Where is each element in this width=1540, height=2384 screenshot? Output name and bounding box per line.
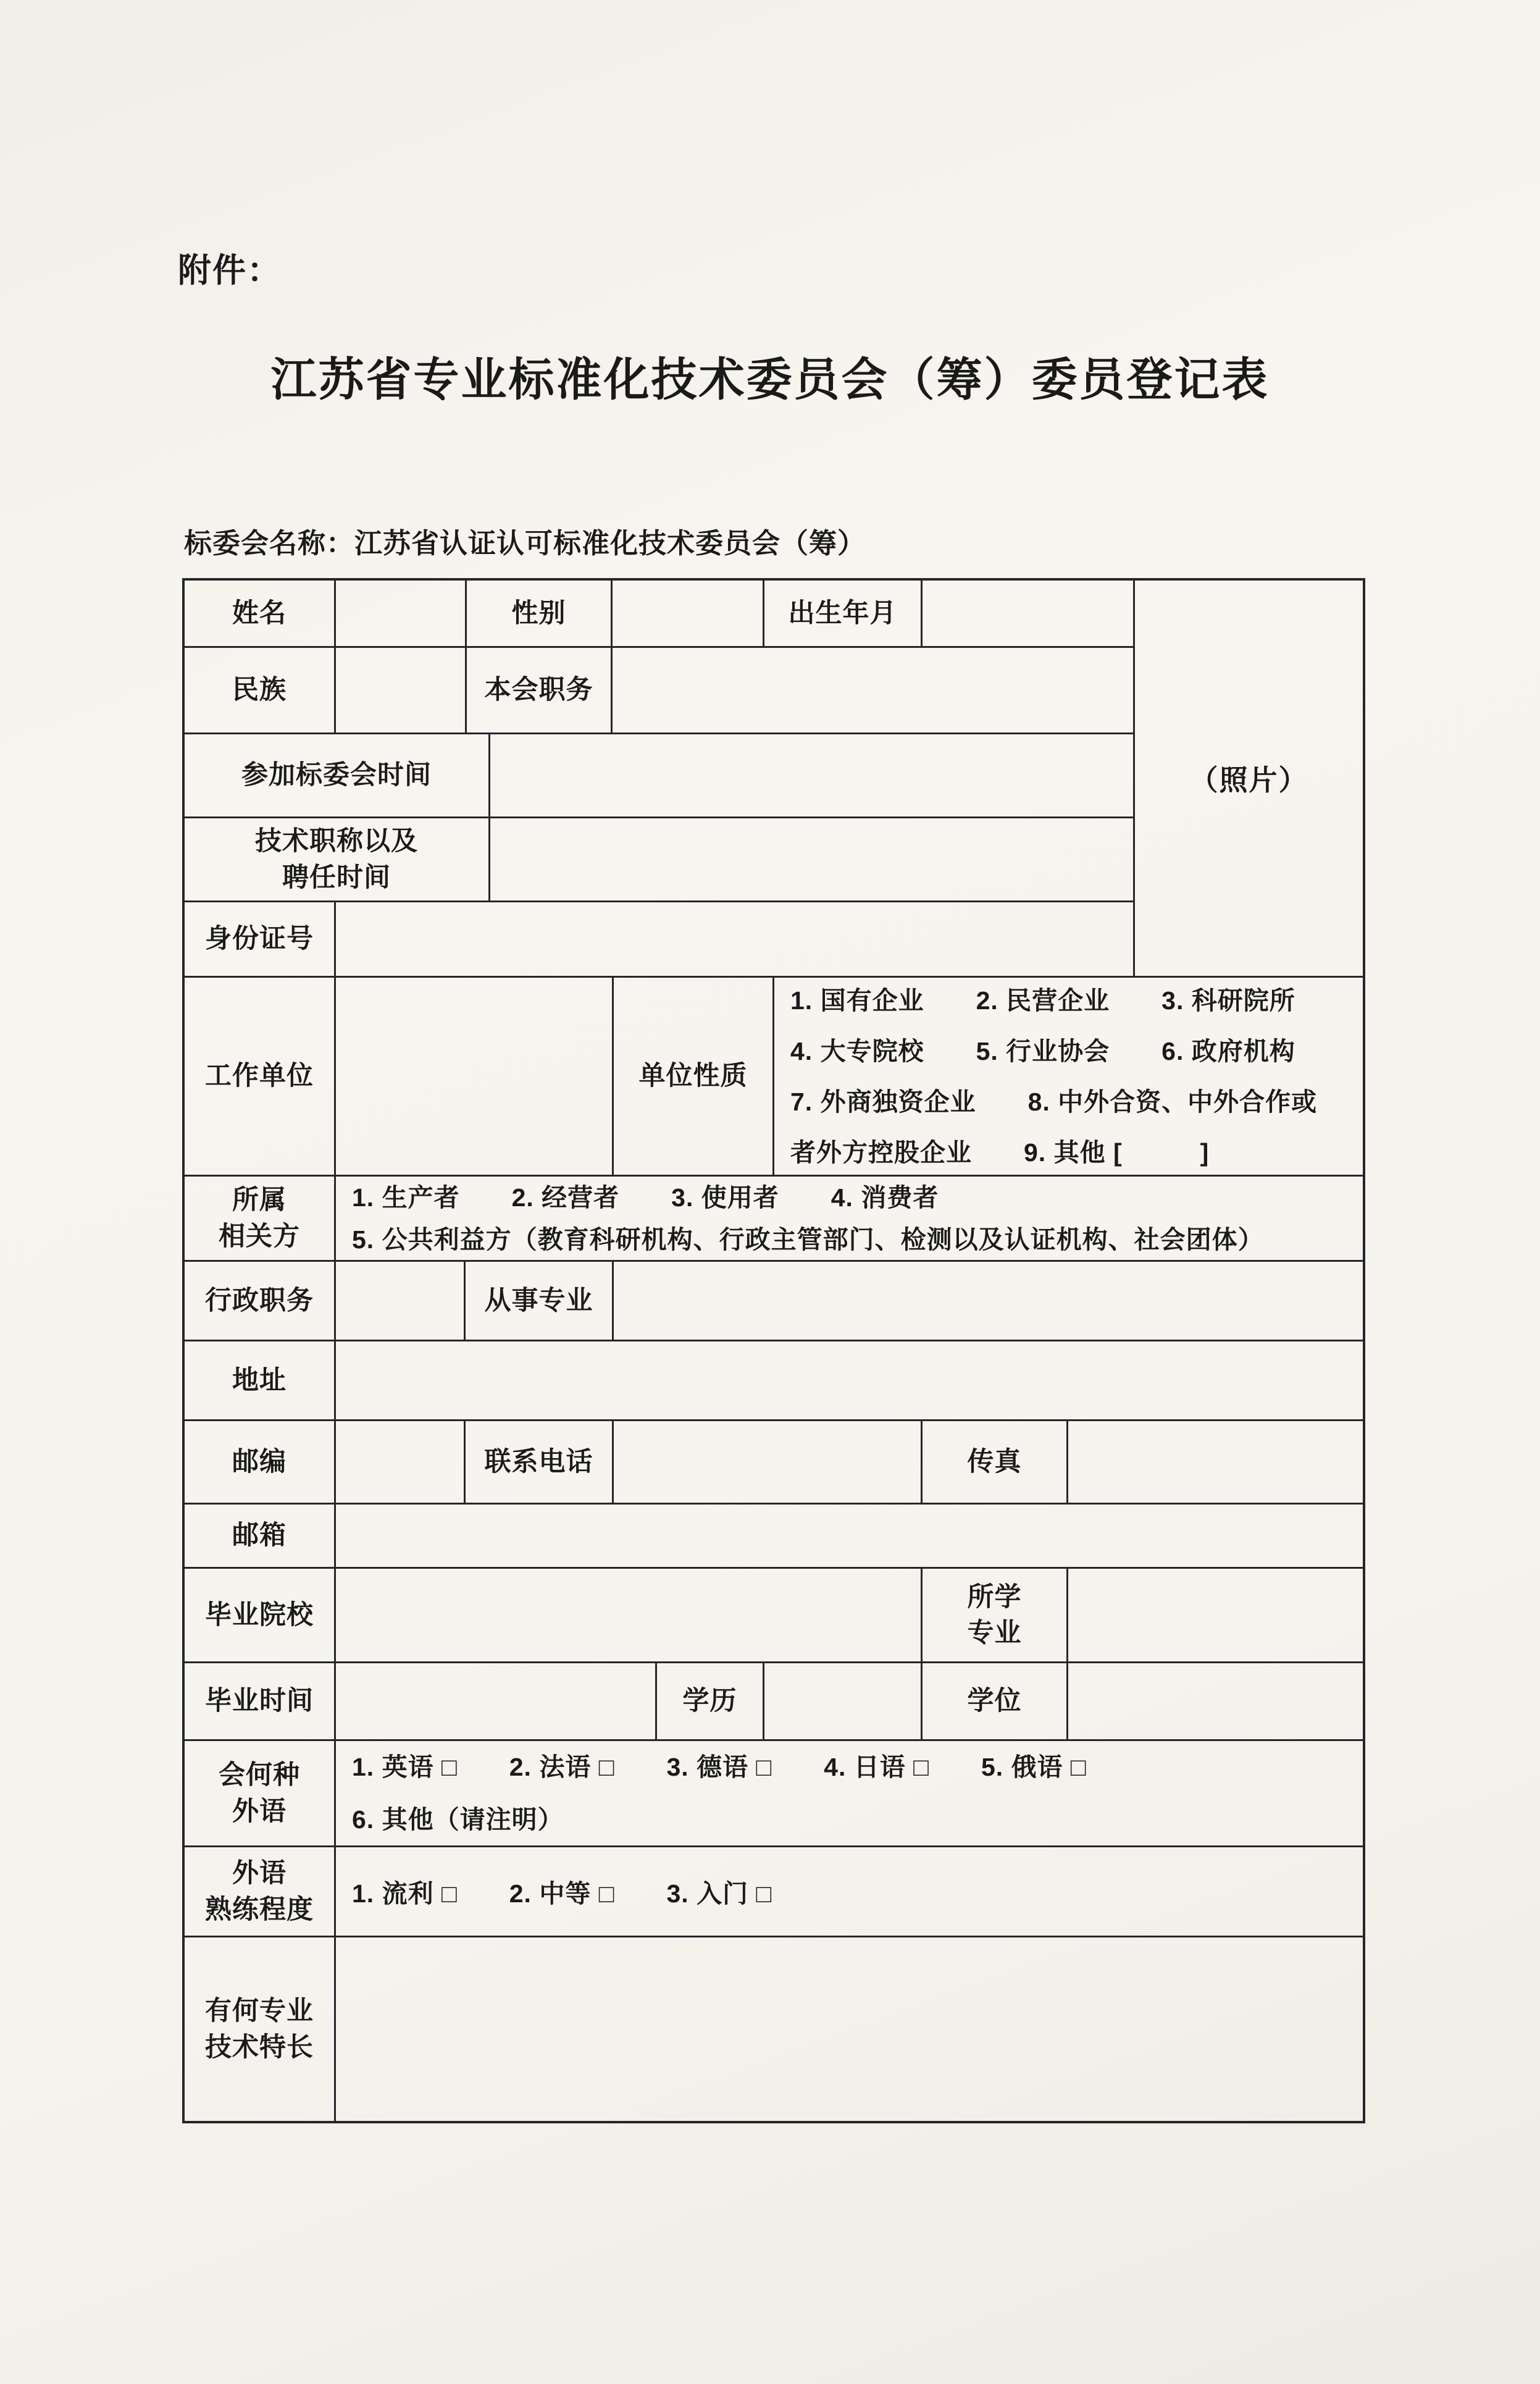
table-row [185,732,1133,816]
unit-nature-options [774,978,1363,1175]
photo-placeholder-cell [1133,581,1363,976]
birth-date-label: 出生年月 [764,581,923,646]
table-row [185,1503,1363,1567]
tech-title-label-line1: 技术职称以及 [255,826,418,857]
fax-value-cell [1068,1421,1363,1503]
join-time-value-cell [490,734,1133,816]
specialty-value-cell [336,1937,1363,2121]
fluency-options-line1: 1. 流利 □ 2. 中等 □ 3. 入门 □ [352,1879,772,1908]
table-row [185,816,1133,900]
fluency-label [185,1847,336,1936]
school-label: 毕业院校 [185,1569,336,1661]
attachment-label: 附件： [178,252,282,289]
stakeholder-label [185,1177,336,1260]
table-row [185,976,1363,1175]
table-row [185,581,1133,646]
major-value-cell [1068,1569,1363,1661]
table-row [185,1260,1363,1340]
tech-title-label-line2: 聘任时间 [282,862,391,892]
unit-nature-options-line1: 1. 国有企业 2. 民营企业 3. 科研院所 [790,986,1295,1015]
fluency-options [336,1847,1363,1936]
stakeholder-options [336,1177,1363,1260]
email-label: 邮箱 [185,1505,336,1567]
postcode-value-cell [336,1421,466,1503]
admin-post-label: 行政职务 [185,1262,336,1340]
id-number-label: 身份证号 [185,902,336,976]
ethnicity-label: 民族 [185,648,336,732]
foreign-language-options [336,1741,1363,1845]
email-value-cell [336,1505,1363,1567]
foreign-language-label-line1: 会何种 [219,1760,300,1790]
table-row [185,1845,1363,1936]
table-row [185,1936,1363,2121]
degree-value-cell [1068,1663,1363,1739]
table-row [185,1661,1363,1739]
address-label: 地址 [185,1341,336,1419]
major-label-line1: 所学 [967,1582,1022,1612]
birth-date-value-cell [923,581,1133,646]
unit-nature-label: 单位性质 [614,978,774,1175]
specialty-label-line1: 有何专业 [205,1996,314,2026]
education-label: 学历 [657,1663,764,1739]
unit-nature-options-line2: 4. 大专院校 5. 行业协会 6. 政府机构 [790,1036,1295,1065]
fluency-label-line2: 熟练程度 [205,1894,314,1924]
tech-title-label [185,818,490,900]
work-unit-value-cell [336,978,614,1175]
page-title: 江苏省专业标准化技术委员会（筹）委员登记表 [270,354,1270,405]
committee-name-line [184,521,866,561]
fluency-label-line1: 外语 [232,1858,287,1889]
education-value-cell [764,1663,923,1739]
grad-time-label: 毕业时间 [185,1663,336,1739]
admin-post-value-cell [336,1262,466,1340]
id-number-value-cell [336,902,1133,976]
foreign-language-label-line2: 外语 [232,1796,287,1826]
table-row [185,1739,1363,1845]
tech-title-value-cell [490,818,1133,900]
name-value-cell [336,581,467,646]
work-unit-label: 工作单位 [185,978,336,1175]
phone-label: 联系电话 [466,1421,614,1503]
committee-name-label: 标委会名称： [184,527,355,559]
postcode-label: 邮编 [185,1421,336,1503]
foreign-language-options-line2: 6. 其他（请注明） [352,1805,564,1834]
stakeholder-label-line2: 相关方 [219,1221,300,1251]
major-label-line2: 专业 [967,1618,1022,1648]
foreign-language-label [185,1741,336,1845]
committee-name-value: 江苏省认证认可标准化技术委员会（筹） [354,527,866,559]
fax-label: 传真 [923,1421,1068,1503]
unit-nature-options-line3: 7. 外商独资企业 8. 中外合资、中外合作或 [790,1087,1318,1116]
phone-value-cell [614,1421,923,1503]
unit-nature-options-line4: 者外方控股企业 9. 其他 [ ] [790,1138,1210,1167]
table-row [185,1175,1363,1260]
major-label [923,1569,1068,1661]
table-row [185,900,1133,976]
table-row [185,1419,1363,1503]
name-label: 姓名 [185,581,336,646]
stakeholder-options-line1: 1. 生产者 2. 经营者 3. 使用者 4. 消费者 [352,1183,939,1212]
committee-post-value-cell [613,648,1133,732]
school-value-cell [336,1569,923,1661]
address-value-cell [336,1341,1363,1419]
join-time-label: 参加标委会时间 [185,734,490,816]
photo-placeholder-text: （照片） [1189,764,1308,796]
committee-post-label: 本会职务 [467,648,613,732]
personal-info-section [185,581,1363,976]
table-row [185,1340,1363,1419]
profession-value-cell [614,1262,1363,1340]
stakeholder-label-line1: 所属 [232,1185,287,1215]
ethnicity-value-cell [336,648,467,732]
registration-form-table [182,578,1365,2123]
specialty-label [185,1937,336,2121]
degree-label: 学位 [923,1663,1068,1739]
gender-value-cell [613,581,764,646]
gender-label: 性别 [467,581,613,646]
foreign-language-options-line1: 1. 英语 □ 2. 法语 □ 3. 德语 □ 4. 日语 □ 5. 俄语 □ [352,1752,1087,1781]
table-row [185,1567,1363,1661]
grad-time-value-cell [336,1663,657,1739]
table-row [185,646,1133,732]
profession-label: 从事专业 [466,1262,614,1340]
specialty-label-line2: 技术特长 [205,2032,314,2062]
stakeholder-options-line2: 5. 公共利益方（教育科研机构、行政主管部门、检测以及认证机构、社会团体） [352,1225,1264,1254]
